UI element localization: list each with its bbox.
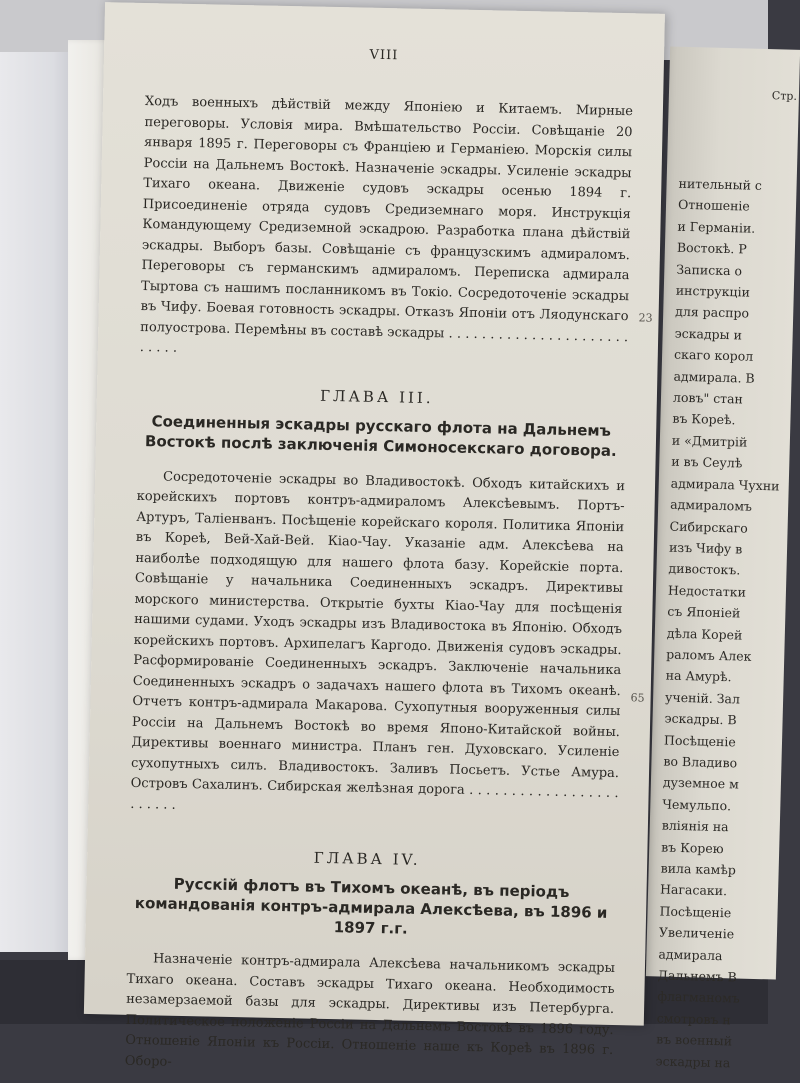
right-page-line: Посѣщенiе <box>663 732 736 749</box>
right-page-line: Чемульпо. <box>662 796 732 814</box>
right-page-line: инструкцiи <box>675 282 751 300</box>
right-page-line: для распро <box>675 304 750 322</box>
right-page-line: ученiй. Зал <box>664 689 741 707</box>
chapter-4-paragraph: Назначенiе контръ-адмирала Алексѣева начальникомъ эскадры Тихаго океана. Составъ эскадры Тихаго океана. Необходимость незамерзаемой базы для эскадры. Директивы изъ Петербурга. Политическое положенiе Россiи на Дальнемъ Востокѣ въ 1896 году. Отношенiе Японiи къ Россiи. Отношенiе наше къ Кореѣ въ 1896 г. Оборо- <box>124 951 616 1070</box>
chapter-4-heading: ГЛАВА IV. <box>313 848 421 869</box>
right-page-line: адмираломъ <box>670 496 753 514</box>
right-page-line: во Владиво <box>663 753 738 771</box>
right-page-line: Отношенiе <box>677 197 750 215</box>
right-page-line: ловъ" стан <box>672 389 744 407</box>
right-page-line: Сибирскаго <box>669 518 748 536</box>
right-page-line: изъ Чифу в <box>668 539 743 557</box>
right-page-line: нительный с <box>678 175 763 193</box>
right-page-line: адмирала <box>658 946 723 963</box>
right-page-line: на Амурѣ. <box>665 667 732 685</box>
right-page-line: раломъ Алек <box>666 646 752 664</box>
right-page-line: въ Кореѣ. <box>672 411 736 428</box>
chapter-3-heading: ГЛАВА III. <box>319 386 434 407</box>
right-page-line: Дальнемъ В <box>657 967 737 985</box>
chapter-3-title: Соединенныя эскадры русскаго флота на Дальнемъ Востокѣ послѣ заключенiя Симоносекскаго договора. <box>144 411 617 460</box>
chapter-4-title: Русскiй флотъ въ Тихомъ океанѣ, въ перiодъ командованiя контръ-адмирала Алексѣева, въ 1896 и 1897 г.г. <box>134 874 608 938</box>
right-page-line: флагманомъ <box>657 988 740 1007</box>
right-page-line: Недостатки <box>667 582 747 600</box>
right-page-line: Записка о <box>676 261 743 279</box>
right-page-line: Посѣщенiе <box>659 903 732 921</box>
right-page-line: дуземное м <box>662 774 740 792</box>
right-page-line: съ Японiей <box>667 603 741 621</box>
right-page-line: дѣла Корей <box>666 625 743 643</box>
right-page-line: эскадры. В <box>664 710 737 728</box>
right-page-lines <box>643 46 800 1074</box>
book-cover <box>0 52 76 952</box>
page-number: VIII <box>369 47 399 64</box>
right-page-line: и «Дмитрiй <box>671 432 748 450</box>
right-page-line: эскадры и <box>674 325 743 343</box>
right-page-line: и въ Сеулѣ <box>671 453 743 471</box>
right-page-ref: Стр. <box>771 89 798 103</box>
top-paragraph: Ходъ военныхъ дѣйствiй между Японiею и Китаемъ. Мирные переговоры. Условiя мира. Вмѣшательство Россiи. Совѣщанiе 20 января 1895 г. Переговоры съ Францiею и Германiею. Морскiя силы Россiи на Дальнемъ Востокѣ. Назначенiе эскадры. Усиленiе эскадры Тихаго океана. Движенiе судовъ эскадры осенью 1894 г. Присоединенiе отряда судовъ Средиземнаго моря. Инструкцiя Командующему Средиземной эскадрою. Разработка плана дѣйствiй эскадры. Выборъ базы. Совѣщанiе съ французскимъ адмираломъ. Переговоры съ германскимъ адмираломъ. Переписка адмирала Тыртова съ нашимъ посланникомъ въ Токiо. Сосредоточенiе эскадры въ Чифу. Боевая готовность эскадры. Отказъ Японiи отъ Ляодунскаго полуострова. Перемѣны въ составѣ эскадры . . . . . . . . . . . . . . . . . . . . . . . . . . . <box>139 93 634 356</box>
right-page-line: смотровъ н <box>656 1010 731 1028</box>
right-page-line: въ Корею <box>661 839 724 856</box>
page-ref-2: 65 <box>630 691 645 705</box>
right-page-line: Востокѣ. Р <box>676 239 747 257</box>
right-page-line: Нагасаки. <box>659 881 728 899</box>
right-page-line: вила камѣр <box>660 860 737 878</box>
right-page-line: влiянiя на <box>661 817 729 835</box>
right-page-line: Увеличенiе <box>658 924 735 942</box>
right-page <box>646 46 800 1071</box>
right-page-line: и Германiи. <box>677 218 756 236</box>
right-page-line: адмирала Чухни <box>670 475 780 494</box>
right-page-line: въ военный <box>656 1031 733 1049</box>
right-page-line: адмирала. В <box>673 368 755 386</box>
page-ref-1: 23 <box>638 311 653 325</box>
chapter-3-paragraph: Сосредоточенiе эскадры во Владивостокѣ. Обходъ китайскихъ и корейскихъ портовъ контръ-адмираломъ Алексѣевымъ. Портъ-Артуръ, Талiенванъ. Посѣщенiе корейскаго короля. Политика Японiи въ Кореѣ, Вей-Хай-Вей. Кiао-Чау. Указанiе адм. Алексѣева на наиболѣе подходящую для нашего флота базу. Корейскiе порта. Совѣщанiе у начальника Соединенныхъ эскадръ. Директивы морского министерства. Открытiе бухты Кiао-Чау для посѣщенiя нашими судами. Уходъ эскадры изъ Владивостока въ Японiю. Обходъ корейскихъ портовъ. Архипелагъ Каргодо. Движенiя судовъ эскадры. Расформированiе Соединенныхъ эскадръ. Заключенiе начальника Соединенныхъ эскадръ о задачахъ нашего флота въ Тихомъ океанѣ. Отчетъ контръ-адмирала Макарова. Сухопутныя вооруженныя силы Россiи на Дальнемъ Востокѣ во время Японо-Китайской войны. Директивы военнаго министра. Планъ ген. Духовскаго. Усиленiе сухопутныхъ силъ. Владивостокъ. Заливъ Посьетъ. Устье Амура. Островъ Сахалинъ. Сибирская желѣзная дорога . . . . . . . . . . . . . . . . . . . . . . . . <box>130 468 626 813</box>
right-page-line: эскадры на <box>655 1053 731 1071</box>
right-page-line: дивостокъ. <box>668 560 741 578</box>
book-page <box>84 2 665 1070</box>
right-page-line: скаго корол <box>673 346 754 364</box>
